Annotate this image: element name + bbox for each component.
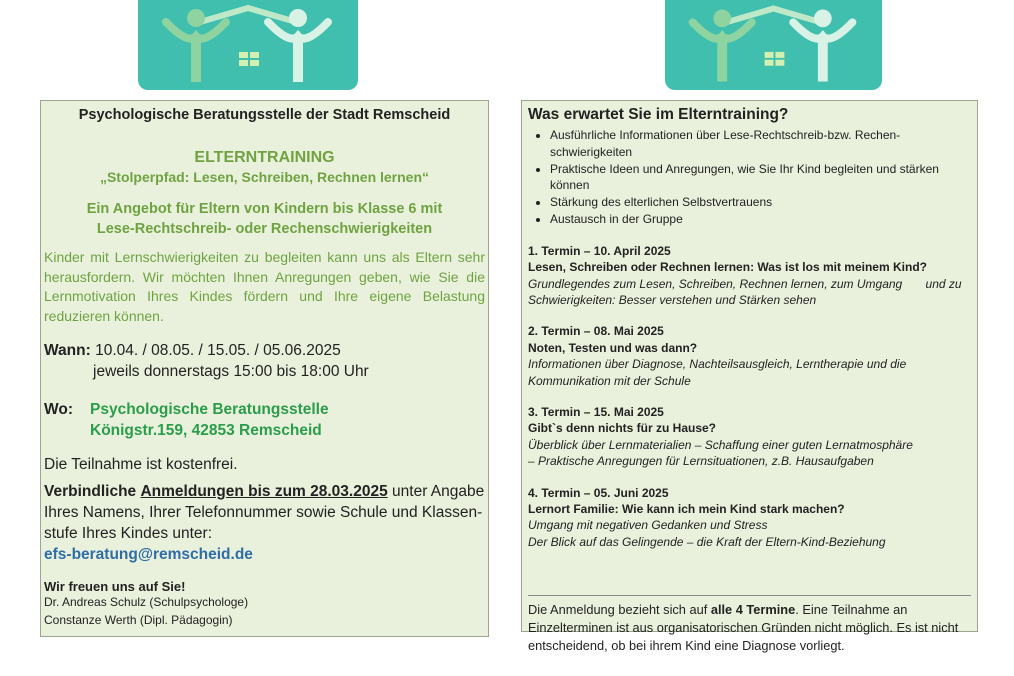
session-4 <box>528 485 971 551</box>
registration-rest: unter Angabe Ihres Namens, Ihrer Telefonnummer sowie Schule und Klassen-stufe Ihres Kindes unter: <box>44 483 485 542</box>
organization-title: Psychologische Beratungsstelle der Stadt Remscheid <box>78 107 451 123</box>
address-line-2: Königstr.159, 42853 Remscheid <box>90 422 322 439</box>
session-desc: – Praktische Anregungen für Lernsituationen, z.B. Hausaufgaben <box>528 454 874 469</box>
email-link[interactable]: efs-beratung@remscheid.de <box>44 546 253 563</box>
registration-deadline: Anmeldungen bis zum 28.03.2025 <box>140 483 388 500</box>
where-label: Wo: <box>44 401 73 418</box>
address-line-1: Psychologische Beratungsstelle <box>90 401 329 418</box>
when-label: Wann: <box>44 342 91 359</box>
session-3 <box>528 404 971 470</box>
session-topic: Gibt`s denn nichts für zu Hause? <box>528 421 717 436</box>
session-desc: Schwierigkeiten: Besser verstehen und Stärken sehen <box>528 293 817 307</box>
offer-line-1: Ein Angebot für Eltern von Kindern bis Klasse 6 mit <box>86 201 443 217</box>
registration-bold: Verbindliche <box>44 483 137 500</box>
note-emphasis: alle 4 Termine <box>710 602 796 618</box>
where-block <box>44 399 485 441</box>
session-desc: Kommunikation mit der Schule <box>528 373 691 388</box>
session-topic: Lernort Familie: Wie kann ich mein Kind stark machen? <box>528 502 845 517</box>
session-desc: Überblick über Lernmaterialien – Schaffung einer guten Lernatmosphäre <box>528 437 913 452</box>
divider <box>528 595 971 596</box>
session-topic: Lesen, Schreiben oder Rechnen lernen: Was ist los mit meinem Kind? <box>528 260 927 275</box>
list-item: • Praktische Ideen und Anregungen, wie Sie Ihr Kind begleiten und stärken können <box>550 161 971 195</box>
family-house-logo-right <box>665 0 882 90</box>
greeting: Wir freuen uns auf Sie! <box>44 579 186 594</box>
note-part-1: Die Anmeldung bezieht sich auf <box>528 602 711 618</box>
family-house-icon <box>665 0 882 90</box>
signature-1: Dr. Andreas Schulz (Schulpsychologe) <box>44 595 249 609</box>
family-house-icon <box>138 0 358 90</box>
signature-2: Constanze Werth (Dipl. Pädagogin) <box>44 612 233 627</box>
session-desc: Der Blick auf das Gelingende – die Kraft der Eltern-Kind-Beziehung <box>528 534 886 549</box>
list-item: • Austausch in der Gruppe <box>550 211 971 228</box>
training-subtitle: „Stolperpfad: Lesen, Schreiben, Rechnen lernen“ <box>99 169 430 185</box>
family-house-logo <box>138 0 358 90</box>
session-desc: Grundlegendes zum Lesen, Schreiben, Rechnen lernen, zum Umgang und zu <box>528 276 962 291</box>
session-2 <box>528 323 971 389</box>
list-item: • Stärkung des elterlichen Selbstvertrauens <box>550 194 971 211</box>
free-notice: Die Teilnahme ist kostenfrei. <box>44 456 238 473</box>
session-desc: Umgang mit negativen Gedanken und Stress <box>528 518 768 533</box>
session-date: 4. Termin – 05. Juni 2025 <box>528 485 669 500</box>
info-panel-right <box>521 100 978 654</box>
training-title: ELTERNTRAINING <box>194 149 335 166</box>
session-desc: Informationen über Diagnose, Nachteilsausgleich, Lerntherapie und die <box>528 357 907 372</box>
offer-text <box>44 199 485 239</box>
address <box>90 399 329 441</box>
session-date: 3. Termin – 15. Mai 2025 <box>528 405 664 420</box>
list-item: • Ausführliche Informationen über Lese-Rechtschreib-bzw. Rechen-schwierigkeiten <box>550 127 971 161</box>
registration-note <box>528 601 971 655</box>
session-date: 2. Termin – 08. Mai 2025 <box>528 324 664 339</box>
when-block <box>44 340 485 382</box>
session-topic: Noten, Testen und was dann? <box>528 340 698 355</box>
when-dates: 10.04. / 08.05. / 15.05. / 05.06.2025 <box>90 342 341 359</box>
offer-line-2: Lese-Rechtschreib- oder Rechenschwierigkeiten <box>96 221 433 237</box>
info-panel-left <box>40 100 489 637</box>
session-date: 1. Termin – 10. April 2025 <box>528 243 671 258</box>
when-time: jeweils donnerstags 15:00 bis 18:00 Uhr <box>93 363 369 380</box>
registration-text <box>44 481 485 544</box>
note-part-2: . Eine Teilnahme an Einzelterminen ist aus organisatorischen Gründen nicht möglich. Es ist nicht entscheidend, ob bei ihrem Kind eine Diagnose vorliegt. <box>528 602 959 654</box>
session-1 <box>528 243 971 309</box>
expectations-list <box>528 127 971 228</box>
expectations-title: Was erwartet Sie im Elterntraining? <box>528 106 789 123</box>
intro-paragraph: Kinder mit Lernschwierigkeiten zu begleiten kann uns als Eltern sehr herausfordern. Wir möchten Ihnen Anregungen geben, wie Sie die Lernmotivation Ihres Kindes fördern und Ihre eigene Belastung reduzieren können. <box>44 249 485 324</box>
